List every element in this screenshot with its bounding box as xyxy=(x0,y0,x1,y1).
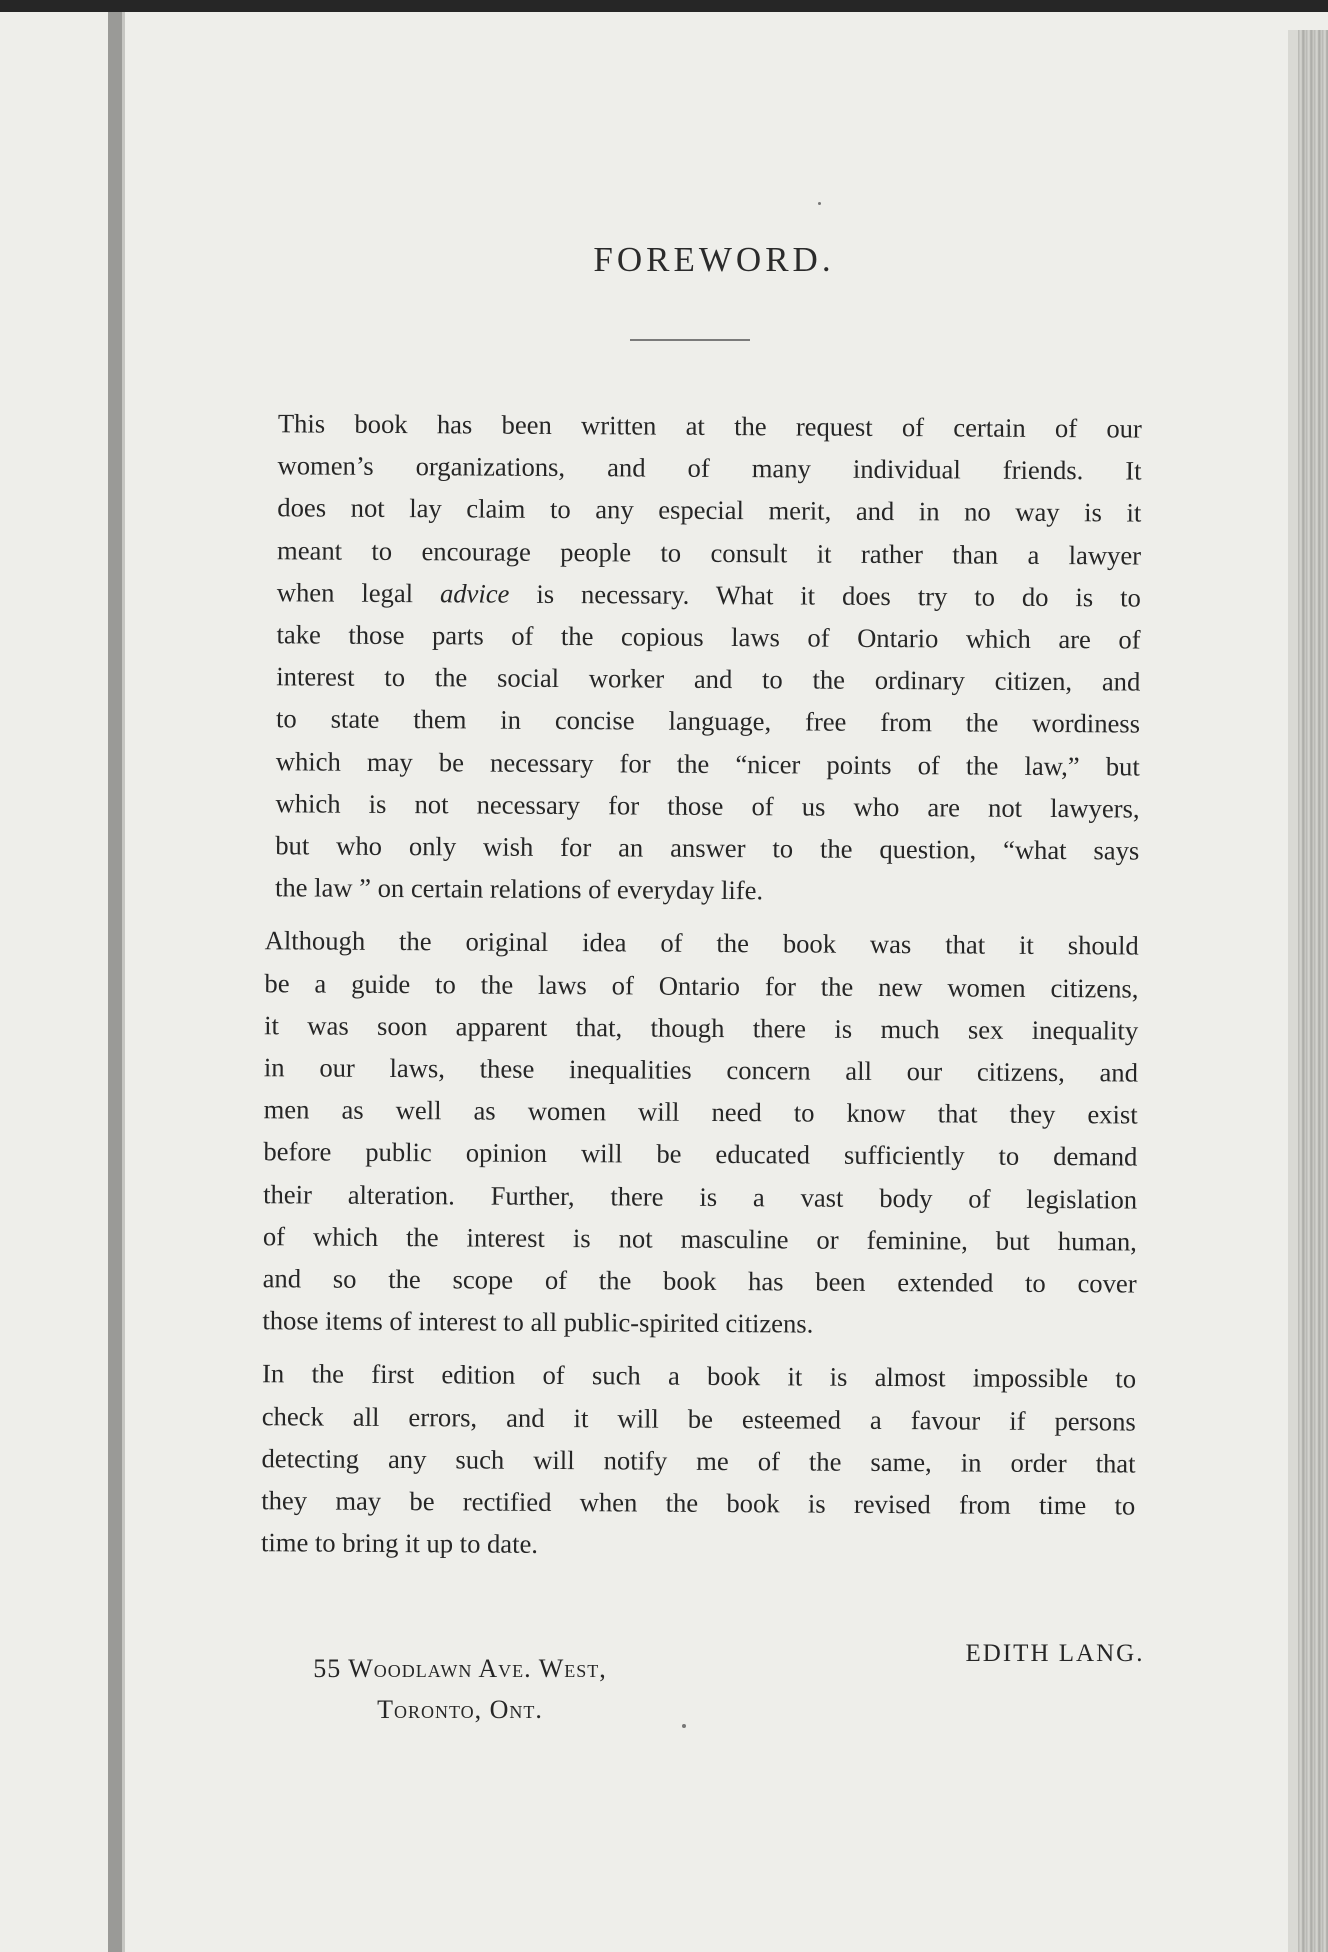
text-line: when legal advice is necessary. What it does try to do is to xyxy=(276,577,1141,613)
author-signature: EDITH LANG. xyxy=(965,1640,1145,1667)
address-city: Toronto, Ont. xyxy=(377,1695,543,1724)
text-line: Although the original idea of the book was that it should xyxy=(264,925,1139,961)
text-line: before public opinion will be educated sufficiently to demand xyxy=(263,1136,1138,1172)
text-line: they may be rectified when the book is revised from time to xyxy=(261,1485,1136,1521)
text-line: This book has been written at the request of certain of our xyxy=(277,408,1142,444)
binding-gutter-edge xyxy=(122,12,125,1952)
title-divider xyxy=(630,339,750,341)
text-line: of which the interest is not masculine or feminine, but human, xyxy=(262,1221,1137,1257)
text-line: those items of interest to all public-spirited citizens. xyxy=(262,1305,814,1339)
text-line: their alteration. Further, there is a vast body of legislation xyxy=(263,1178,1138,1215)
foreword-body xyxy=(225,402,1142,1580)
text-line: interest to the social worker and to the ordinary citizen, and xyxy=(276,661,1141,697)
text-line: time to bring it up to date. xyxy=(260,1527,539,1560)
scan-top-border xyxy=(0,0,1328,12)
text-line: does not lay claim to any especial merit, and in no way is it xyxy=(277,492,1142,528)
text-line: to state them in concise language, free from the wordiness xyxy=(275,703,1141,739)
text-line: check all errors, and it will be esteemed a favour if persons xyxy=(261,1400,1136,1437)
paragraph-2 xyxy=(226,919,1139,1347)
text-line: which is not necessary for those of us who are not lawyers, xyxy=(275,788,1140,824)
author-address xyxy=(250,1648,670,1730)
text-line: In the first edition of such a book it is almost impossible to xyxy=(261,1358,1137,1395)
text-line: detecting any such will notify me of the same, in order that xyxy=(261,1443,1136,1479)
paper-speck xyxy=(682,1724,686,1728)
emphasized-word: advice xyxy=(439,578,510,609)
text-line: in our laws, these inequalities concern all our citizens, and xyxy=(263,1052,1139,1088)
text-line: take those parts of the copious laws of Ontario which are of xyxy=(276,619,1141,655)
text-line: men as well as women will need to know that they exist xyxy=(263,1094,1138,1130)
text-line: which may be necessary for the “nicer points of the law,” but xyxy=(275,745,1140,782)
text-line: women’s organizations, and of many individual friends. It xyxy=(277,450,1142,486)
book-page xyxy=(140,12,1288,1952)
paragraph-1 xyxy=(229,402,1142,914)
text-line: and so the scope of the book has been extended to cover xyxy=(262,1263,1137,1299)
binding-gutter xyxy=(108,12,122,1952)
page-title: FOREWORD. xyxy=(593,240,835,279)
text-line: be a guide to the laws of Ontario for the new women citizens, xyxy=(264,967,1139,1004)
text-line: but who only wish for an answer to the question, “what says xyxy=(275,830,1140,866)
text-line: it was soon apparent that, though there is much sex inequality xyxy=(264,1010,1139,1046)
page-edge-shadow xyxy=(1288,30,1298,1952)
address-street: 55 Woodlawn Ave. West, xyxy=(313,1654,607,1683)
text-line: the law ” on certain relations of everyday life. xyxy=(274,872,764,906)
text-line: meant to encourage people to consult it rather than a lawyer xyxy=(277,534,1142,571)
paper-speck xyxy=(818,202,821,205)
paragraph-3 xyxy=(225,1352,1136,1569)
page-stack-edge xyxy=(1298,30,1328,1952)
